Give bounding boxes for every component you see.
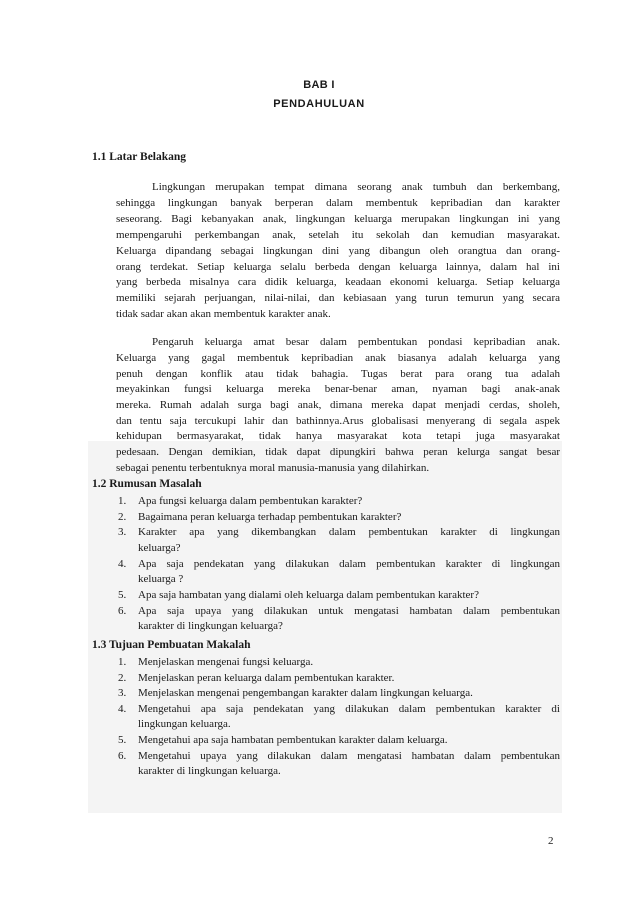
paragraph-line: memiliki sejarah perjuangan, nilai-nilai, dan kebiasaan yang turun temurun yang secara bbox=[116, 292, 560, 304]
paragraph-line: orang terdekat. Setiap keluarga selalu berbeda dengan keluarga lainnya, dalam hal ini bbox=[116, 261, 560, 273]
chapter-label: BAB I bbox=[303, 79, 335, 91]
list-number: 1. bbox=[118, 656, 127, 668]
list-text: Menjelaskan mengenai pengembangan karakter dalam lingkungan keluarga. bbox=[138, 687, 473, 699]
list-text: Karakter apa yang dikembangkan dalam pembentukan karakter di lingkungan bbox=[138, 526, 560, 538]
list-text: Apa saja upaya yang dilakukan untuk mengatasi hambatan dalam pembentukan bbox=[138, 605, 560, 617]
paragraph-line: sehingga lingkungan banyak berperan dalam membentuk kepribadian dan karakter bbox=[116, 197, 560, 209]
list-text: Apa saja pendekatan yang dilakukan dalam pembentukan karakter di lingkungan bbox=[138, 558, 560, 570]
paragraph-line: tidak sadar akan akan membentuk karakter anak. bbox=[116, 308, 331, 320]
list-number: 4. bbox=[118, 703, 127, 715]
paragraph-line: Lingkungan merupakan tempat dimana seorang anak tumbuh dan berkembang, bbox=[152, 181, 560, 193]
paragraph-line: Keluarga dipandang sebagai lingkungan dini yang dibangun oleh orangtua dan orang- bbox=[116, 245, 560, 257]
list-text: Mengetahui apa saja hambatan pembentukan karakter dalam keluarga. bbox=[138, 734, 448, 746]
paragraph-line: meyakinkan fungsi keluarga mereka benar-benar aman, nyaman bagi anak-anak bbox=[116, 383, 560, 395]
list-text: karakter di lingkungan keluarga? bbox=[138, 620, 283, 632]
section-heading-rumusan-masalah: 1.2 Rumusan Masalah bbox=[92, 478, 202, 490]
paragraph-line: seseorang. Bagi kebanyakan anak, lingkungan keluarga merupakan lingkungan ini yang bbox=[116, 213, 560, 225]
section-heading-latar-belakang: 1.1 Latar Belakang bbox=[92, 151, 187, 163]
list-number: 3. bbox=[118, 526, 127, 538]
list-text: Mengetahui apa saja pendekatan yang dilakukan dalam pembentukan karakter di bbox=[138, 703, 560, 715]
section-heading-tujuan: 1.3 Tujuan Pembuatan Makalah bbox=[92, 639, 251, 651]
list-text: lingkungan keluarga. bbox=[138, 718, 231, 730]
list-number: 5. bbox=[118, 589, 127, 601]
paragraph-line: pedesaan. Dengan demikian, tidak dapat dipungkiri bahwa peran kelurga sangat besar bbox=[116, 446, 560, 458]
list-text: Menjelaskan peran keluarga dalam pembentukan karakter. bbox=[138, 672, 395, 684]
list-text: Mengetahui upaya yang dilakukan dalam mengatasi hambatan dalam pembentukan bbox=[138, 750, 560, 762]
list-number: 2. bbox=[118, 511, 127, 523]
paragraph-line: mempengaruhi perkembangan anak, setelah itu sekolah dan kemudian masyarakat. bbox=[116, 229, 560, 241]
paragraph-line: yang berbeda misalnya cara didik keluarga, keadaan ekonomi keluarga. Setiap keluarga bbox=[116, 276, 560, 288]
list-text: Bagaimana peran keluarga terhadap pembentukan karakter? bbox=[138, 511, 402, 523]
paragraph-line: sebagai penentu terbentuknya moral manusia-manusia yang dilahirkan. bbox=[116, 462, 430, 474]
list-text: keluarga ? bbox=[138, 573, 184, 585]
list-text: karakter di lingkungan keluarga. bbox=[138, 765, 281, 777]
list-number: 6. bbox=[118, 605, 127, 617]
page-number: 2 bbox=[548, 835, 554, 847]
list-text: Apa fungsi keluarga dalam pembentukan karakter? bbox=[138, 495, 363, 507]
list-text: Menjelaskan mengenai fungsi keluarga. bbox=[138, 656, 314, 668]
chapter-title: PENDAHULUAN bbox=[273, 98, 365, 110]
list-number: 1. bbox=[118, 495, 127, 507]
list-number: 6. bbox=[118, 750, 127, 762]
paragraph-line: dan tentu saja tercukupi lahir dan bathinnya.Arus globalisasi menyerang di segala aspek bbox=[116, 415, 560, 427]
list-number: 2. bbox=[118, 672, 127, 684]
paragraph-line: mereka. Rumah adalah surga bagi anak, dimana mereka dapat menjadi cerdas, sholeh, bbox=[116, 399, 560, 411]
paragraph-line: Keluarga yang gagal membentuk kepribadian anak biasanya adalah keluarga yang bbox=[116, 352, 560, 364]
list-number: 3. bbox=[118, 687, 127, 699]
list-number: 5. bbox=[118, 734, 127, 746]
paragraph-line: penuh dengan konflik atau tidak bahagia. Tugas berat para orang tua adalah bbox=[116, 368, 560, 380]
list-number: 4. bbox=[118, 558, 127, 570]
paragraph-line: kehidupan bermasyarakat, tidak hanya masyarakat kota tetapi juga masyarakat bbox=[116, 430, 560, 442]
list-text: Apa saja hambatan yang dialami oleh keluarga dalam pembentukan karakter? bbox=[138, 589, 479, 601]
paragraph-line: Pengaruh keluarga amat besar dalam pembentukan pondasi kepribadian anak. bbox=[152, 336, 560, 348]
list-text: keluarga? bbox=[138, 542, 181, 554]
